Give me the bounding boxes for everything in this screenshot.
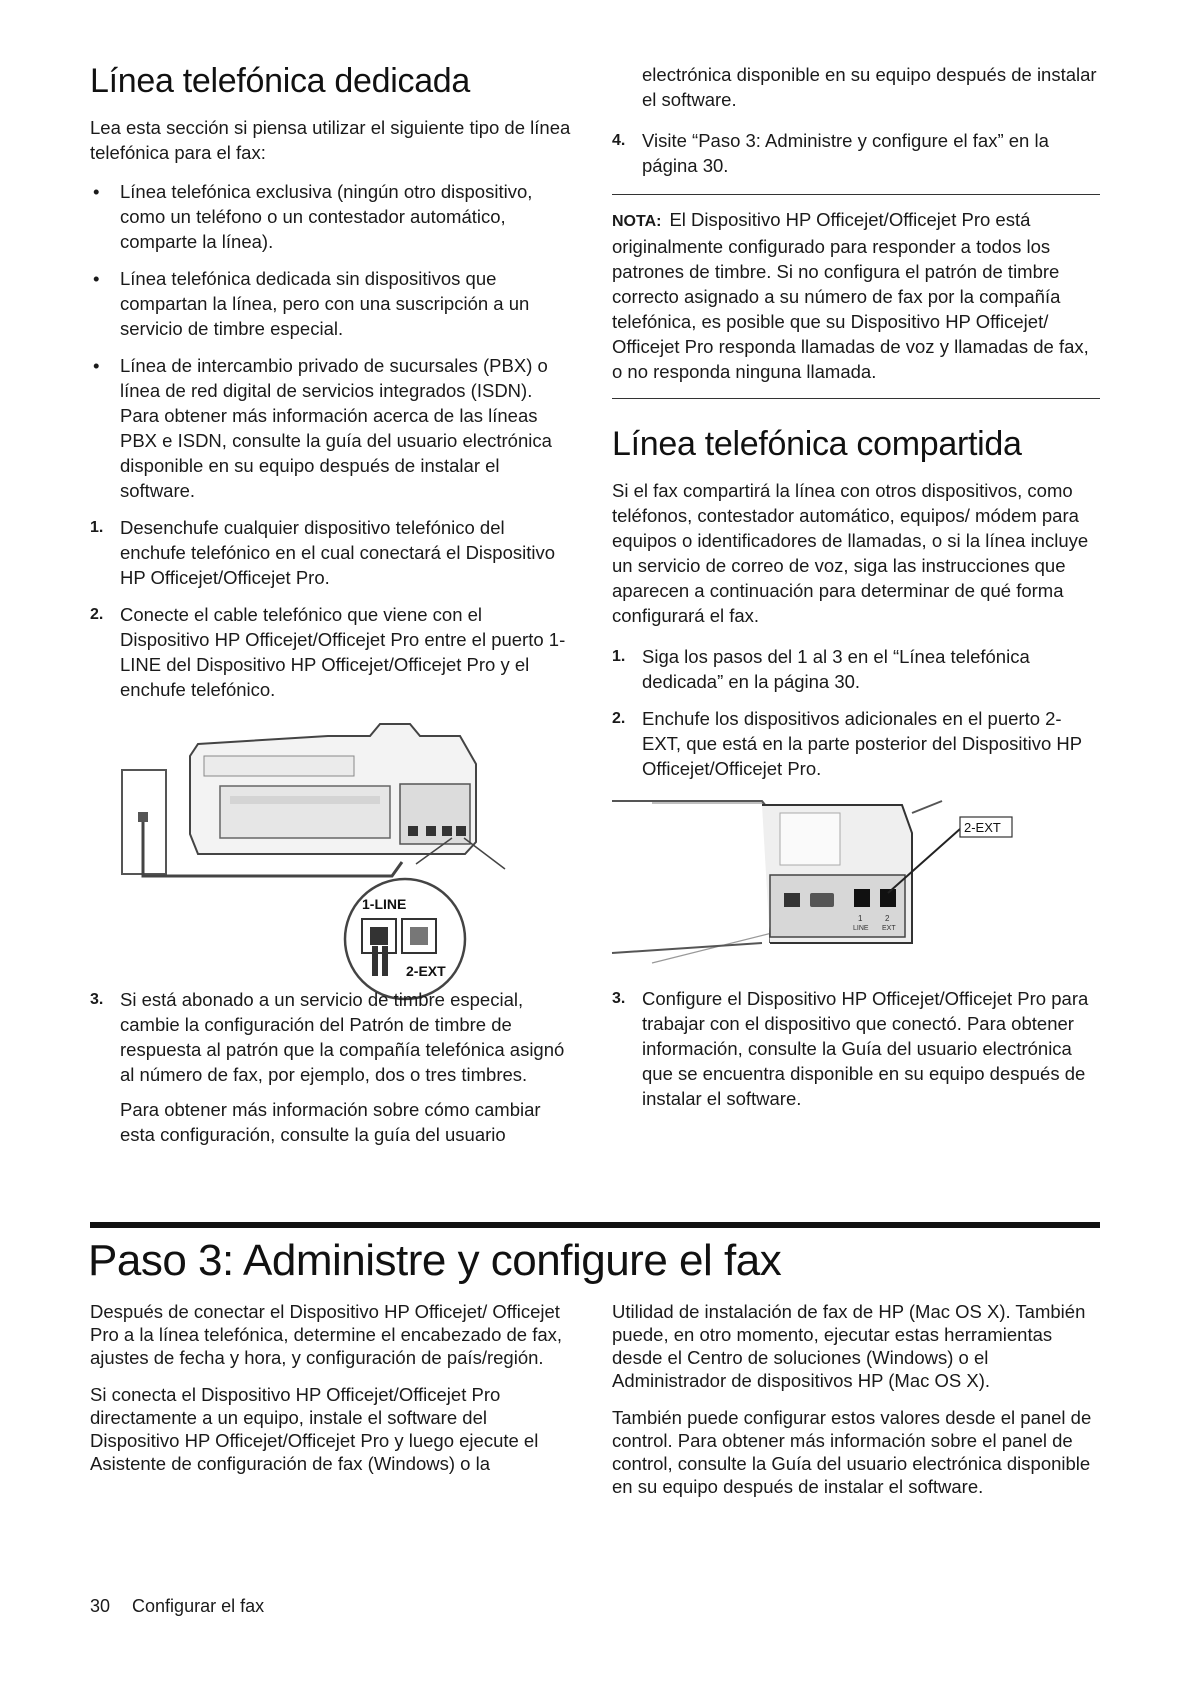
dedicated-step-4 xyxy=(612,128,1100,178)
page-footer xyxy=(90,1596,286,1617)
list-item: 1. Desenchufe cualquier dispositivo telefónico del enchufe telefónico en el cual conectará el Dispositivo HP Officejet/Officejet Pro. xyxy=(90,517,556,588)
section-paragraph: Si conecta el Dispositivo HP Officejet/Officejet Pro directamente a un equipo, instale el software del Dispositivo HP Officejet/Officejet Pro y luego ejecute el Asistente de configuración de fax (Windows) o la xyxy=(90,1384,539,1474)
section-divider xyxy=(90,1222,1100,1228)
note-box xyxy=(612,194,1100,399)
shared-intro: Si el fax compartirá la línea con otros dispositivos, como teléfonos, contestador automático, equipos/ módem para equipos o identificadores de llamadas, o si la línea incluye un servicio de correo de voz, siga las instrucciones que aparecen a continuación para determinar de qué forma configurará el fax. xyxy=(612,480,1089,626)
port-1-number: 1 xyxy=(858,914,863,923)
list-item: • Línea telefónica exclusiva (ningún otro dispositivo, como un teléfono o un contestador automático, comparte la línea). xyxy=(93,181,533,252)
port-1-line-label: 1-LINE xyxy=(362,896,407,912)
shared-line-figure xyxy=(612,793,1100,968)
dedicated-bullet-list xyxy=(90,179,572,503)
section-right-column xyxy=(612,1300,1100,1512)
dedicated-line-heading: Línea telefónica dedicada xyxy=(90,62,471,100)
port-1-label: LINE xyxy=(853,925,869,932)
list-item: • Línea de intercambio privado de sucursales (PBX) o línea de red digital de servicios integrados (ISDN). Para obtener más información acerca de las líneas PBX e ISDN, consulte la guía del usuario electrónica disponible en su equipo después de instalar el software. xyxy=(93,355,552,501)
right-column xyxy=(612,62,1100,1123)
printer-ports-illustration xyxy=(612,793,1100,963)
section-paragraph: Utilidad de instalación de fax de HP (Mac OS X). También puede, en otro momento, ejecutar estas herramientas desde el Centro de soluciones (Windows) o el Administrador de dispositivos HP (Mac OS X). xyxy=(612,1301,1086,1391)
section-paragraph: Después de conectar el Dispositivo HP Officejet/ Officejet Pro a la línea telefónica, determine el encabezado de fax, ajustes de fecha y hora, y configuración de país/región. xyxy=(90,1301,563,1368)
list-item: 1. Siga los pasos del 1 al 3 en el “Línea telefónica dedicada” en la página 30. xyxy=(612,646,1030,692)
shared-steps xyxy=(612,644,1100,781)
dedicated-steps xyxy=(90,515,572,702)
page-number: 30 xyxy=(90,1596,111,1616)
port-2-number: 2 xyxy=(885,914,890,923)
section-left-column xyxy=(90,1300,572,1489)
list-item: 2. Conecte el cable telefónico que viene con el Dispositivo HP Officejet/Officejet Pro entre el puerto 1-LINE del Dispositivo HP Officejet/Officejet Pro y el enchufe telefónico. xyxy=(90,604,566,700)
list-item: 3. Si está abonado a un servicio de timbre especial, cambie la configuración del Patrón de timbre de respuesta al patrón que la compañía telefónica asignó al número de fax, por ejemplo, dos o tres timbres. xyxy=(90,989,565,1085)
shared-line-heading: Línea telefónica compartida xyxy=(612,425,1022,463)
printer-rear-illustration xyxy=(90,714,560,979)
continued-text: electrónica disponible en su equipo después de instalar el software. xyxy=(642,64,1097,110)
dedicated-intro: Lea esta sección si piensa utilizar el siguiente tipo de línea telefónica para el fax: xyxy=(90,117,571,163)
section-paragraph: También puede configurar estos valores desde el panel de control. Para obtener más información sobre el panel de control, consulte la Guía del usuario electrónica disponible en su equipo después de instalar el software. xyxy=(612,1407,1092,1497)
dedicated-line-figure xyxy=(90,714,572,979)
footer-title: Configurar el fax xyxy=(132,1596,265,1616)
list-item: 2. Enchufe los dispositivos adicionales en el puerto 2-EXT, que está en la parte posterior del Dispositivo HP Officejet/Officejet Pro. xyxy=(612,708,1082,779)
list-item: • Línea telefónica dedicada sin dispositivos que compartan la línea, pero con una suscripción a un servicio de timbre especial. xyxy=(93,268,530,339)
port-2-ext-label: 2-EXT xyxy=(406,963,446,979)
callout-2-ext: 2-EXT xyxy=(964,820,1001,835)
note-label: NOTA: xyxy=(612,213,662,230)
left-column xyxy=(90,62,572,1161)
dedicated-step-3-more: Para obtener más información sobre cómo cambiar esta configuración, consulte la guía del usuario xyxy=(120,1099,541,1145)
port-2-label: EXT xyxy=(882,925,896,932)
list-item: 4. Visite “Paso 3: Administre y configure el fax” en la página 30. xyxy=(612,130,1049,176)
section-title: Paso 3: Administre y configure el fax xyxy=(88,1236,782,1285)
list-item: 3. Configure el Dispositivo HP Officejet/Officejet Pro para trabajar con el dispositivo que conectó. Para obtener información, consulte la Guía del usuario electrónica que se encuentra disponible en su equipo después de instalar el software. xyxy=(612,988,1089,1109)
dedicated-step-3 xyxy=(90,987,572,1087)
shared-step-3 xyxy=(612,986,1100,1111)
note-text: El Dispositivo HP Officejet/Officejet Pro está originalmente configurado para responder a todos los patrones de timbre. Si no configura el patrón de timbre correcto asignado a su número de fax por la compañía telefónica, es posible que su Dispositivo HP Officejet/ Officejet Pro responda llamadas de voz y llamadas de fax, o no responda ninguna llamada. xyxy=(612,209,1089,382)
